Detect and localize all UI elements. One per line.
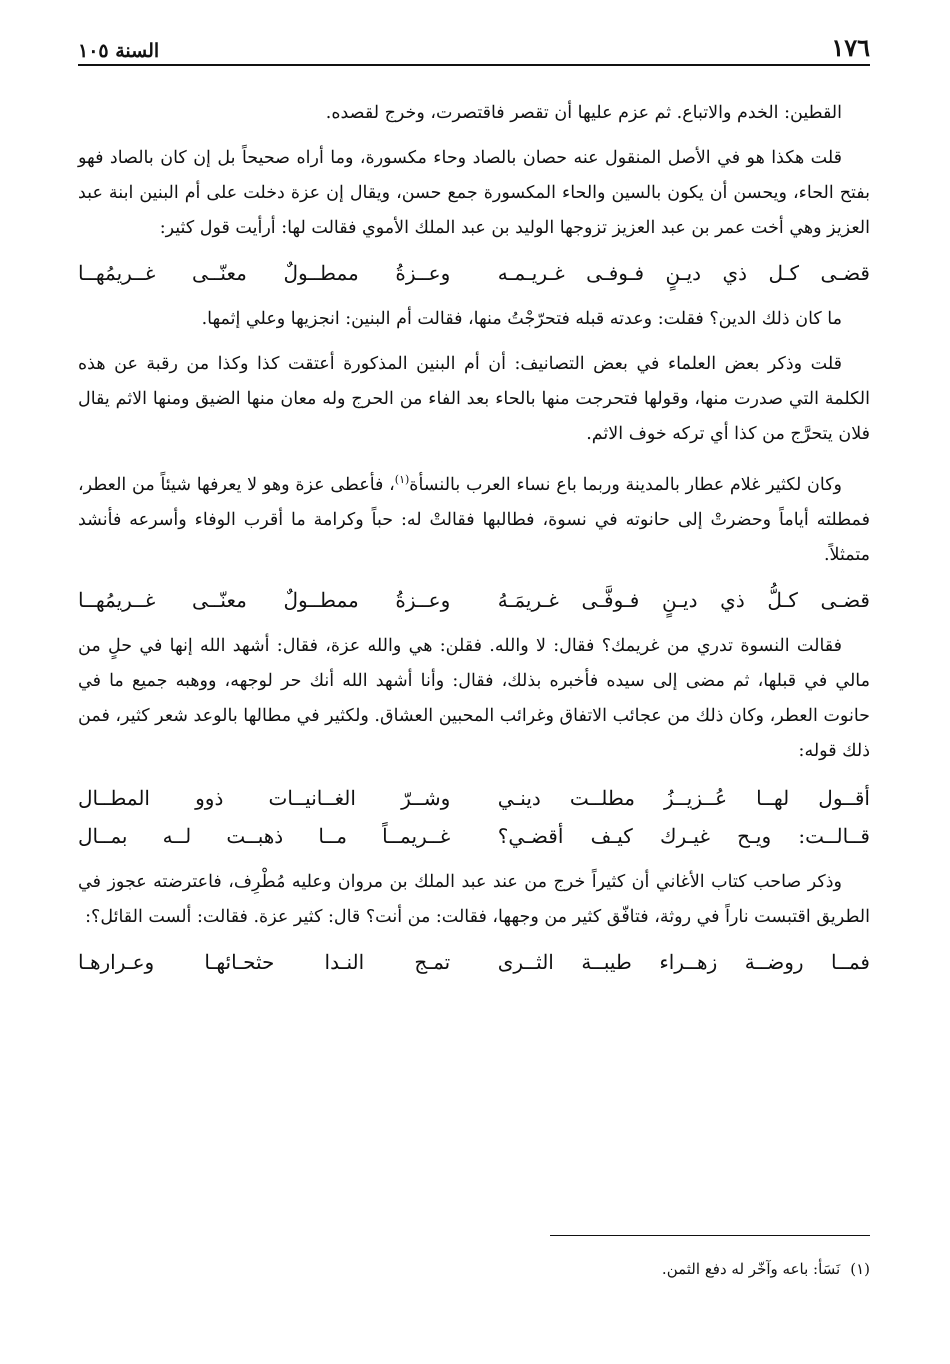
paragraph-6: فقالت النسوة تدري من غريمك؟ فقال: لا والله. فقلن: هي والله عزة، فقال: أشهد الله إنها في حلٍ من مالي في قبلها، ثم مضى إلى سيده فأخبره بذلك، فقال: وأنا أشهد الله أنك حر لوجهه، ووهبه جميع ما في حانوت العطر، وكان ذلك من عجائب الاتفاق وغرائب المحبين العشاق. ولكثير في مطالها بالوعد شعر كثير، فمن ذلك قوله: <box>78 635 870 761</box>
page-header <box>78 30 870 66</box>
paragraph-4: قلت وذكر بعض العلماء في بعض التصانيف: أن أم البنين المذكورة أعتقت كذا وكذا من رقبة عن هذه الكلمة التي صدرت منها، وقولها فتحرجت منها بالحاء بعد الفاء من الحرج وله معان منها الضيق ومنها الاثم يقال فلان يتحرَّج من كذا أي تركه خوف الاثم. <box>78 354 870 444</box>
footnote-divider <box>550 1235 870 1236</box>
verse-3-second-hemistich: وشــرّ الغــانيــات ذوو المطــال <box>78 785 451 810</box>
book-page <box>78 30 870 1278</box>
verse-1 <box>78 252 870 294</box>
paragraph-3: ما كان ذلك الدين؟ فقلت: وعدته قبله فتحرّجْتُ منها، فقالت أم البنين: انجزيها وعلي إثمها. <box>201 309 842 329</box>
paragraph-7: وذكر صاحب كتاب الأغاني أن كثيراً خرج من عند عبد الملك بن مروان وعليه مُطْرِف، فاعترضته عجوز في الطريق اقتبست ناراً في روثة، فتافّق كثير من وجهها، فقالت: من أنت؟ قال: كثير عزة. فقالت: ألست القائل؟: <box>78 871 870 927</box>
footnote-marker: (١) <box>394 473 410 486</box>
verse-2-second-hemistich: وعــزةُ ممطــولٌ معنّــى غــريمُهــا <box>78 587 451 612</box>
paragraph-5 <box>78 462 870 573</box>
paragraph-5-end: ، فأعطى عزة وهو لا يعرفها شيئاً من العطر، فمطلته أياماً وحضرتْ إلى حانوته في نسوة، فطالبها فقالتْ له: حباً وكرامة ما أقرب الوفاء وأسرعه فأنشد متمثلاً. <box>78 474 870 565</box>
paragraph-2: قلت هكذا هو في الأصل المنقول عنه حصان بالصاد وحاء مكسورة، وما أراه صحيحاً بل إن كان بالصاد فهو بفتح الحاء، ويحسن أن يكون بالسين والحاء المكسورة جمع حسن، ويقال إن عزة دخلت على أم البنين ابنة عبد العزيز وهي أخت عمر بن عبد العزيز تزوجها الوليد بن عبد الملك الأموي فقالت لها: أرأيت قول كثير: <box>78 148 870 238</box>
verse-3-first-hemistich: أقــول لهــا عُــزيــزُ مطلــت دينـي <box>497 785 870 810</box>
page-number: ١٧٦ <box>831 33 870 62</box>
verse-5-first-hemistich: فمــا روضــة زهــراء طيبــة الثــرى <box>497 949 870 974</box>
running-title: السنة ١٠٥ <box>78 40 160 62</box>
verse-block <box>78 779 870 855</box>
verse-3 <box>78 779 870 817</box>
verse-2 <box>78 579 870 621</box>
verse-2-first-hemistich: قضـى كـلُّ ذي ديـنٍ فـوفَّـى غـريمَـهُ <box>497 587 870 612</box>
verse-1-first-hemistich: قضـى كـل ذي ديـنٍ فـوفـى غـريـمـه <box>497 261 870 285</box>
verse-5 <box>78 941 870 983</box>
verse-5-second-hemistich: تمـج النـدا حثحـائهـا وعـرارهـا <box>78 949 451 974</box>
footnote-text: نَسَأ: باعه وآخّر له دفع الثمن. <box>661 1260 841 1278</box>
footnote-number: (١) <box>850 1260 870 1278</box>
paragraph-5-start: وكان لكثير غلام عطار بالمدينة وربما باع نساء العرب بالنسأة <box>409 474 842 495</box>
verse-4-second-hemistich: غــريمــاً مــا ذهبــت لــه بمــال <box>78 823 451 848</box>
verse-4 <box>78 817 870 855</box>
footnote <box>662 1257 870 1281</box>
verse-1-second-hemistich: وعــزةُ ممطــولٌ معنّــى غــريمُهــا <box>78 261 451 285</box>
verse-4-first-hemistich: قــالــت: ويـح غيـرك كيـف أقضـي؟ <box>497 823 870 848</box>
paragraph-1: القطين: الخدم والاتباع. ثم عزم عليها أن تقصر فاقتصرت، وخرج لقصده. <box>325 103 842 123</box>
